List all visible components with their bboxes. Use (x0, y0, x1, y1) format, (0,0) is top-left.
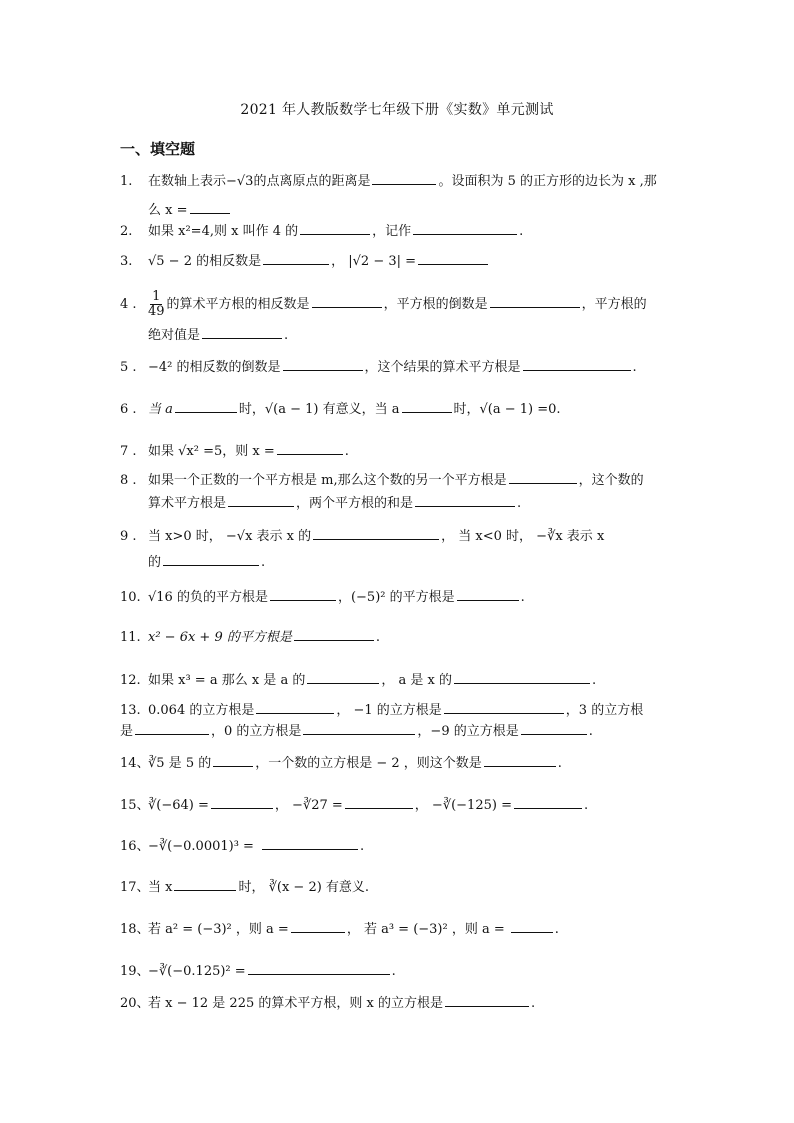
question-number: 10. (120, 590, 141, 605)
answer-blank[interactable] (454, 671, 590, 684)
question-4 (120, 290, 680, 319)
question-text: ，0 的立方根是 (211, 724, 302, 739)
answer-blank[interactable] (303, 722, 415, 735)
question-text: . (530, 996, 536, 1011)
answer-blank[interactable] (248, 962, 390, 975)
answer-blank[interactable] (213, 754, 253, 767)
question-text: . (359, 839, 365, 854)
question-12 (120, 671, 680, 691)
question-text: 如果 √x² =5，则 x = (148, 444, 275, 459)
question-text: ，平方根的 (581, 297, 647, 312)
question-number: 12. (120, 673, 141, 688)
question-text: 绝对值是 (148, 328, 201, 343)
question-text: ，一个数的立方根是 − 2 ，则这个数是 (255, 756, 482, 771)
question-13-cont (120, 722, 680, 742)
question-text: 0.064 的立方根是 (148, 703, 255, 718)
question-text: 若 a² = (−3)² ，则 a = (148, 922, 289, 937)
question-text: ，这个结果的算术平方根是 (364, 360, 521, 375)
question-20 (120, 994, 680, 1014)
answer-blank[interactable] (413, 222, 517, 235)
answer-blank[interactable] (270, 588, 336, 601)
fraction-numerator: 1 (152, 289, 161, 304)
answer-blank[interactable] (402, 400, 452, 413)
question-text: . (554, 922, 559, 937)
question-text: ，3 的立方根 (565, 703, 644, 718)
question-13 (120, 701, 680, 721)
question-number: 17、 (120, 880, 150, 895)
answer-blank[interactable] (415, 494, 515, 507)
question-text: . (557, 756, 562, 771)
question-19 (120, 962, 680, 982)
question-text: 。设面积为 5 的正方形的边长为 x ,那 (438, 174, 657, 189)
answer-blank[interactable] (300, 222, 370, 235)
answer-blank[interactable] (175, 400, 237, 413)
question-5 (120, 358, 680, 378)
question-number: 14、 (120, 756, 150, 771)
answer-blank[interactable] (490, 295, 580, 308)
answer-blank[interactable] (444, 701, 564, 714)
question-text: . (519, 224, 524, 239)
question-number: 3. (120, 254, 133, 269)
question-text: 如果 x²=4,则 x 叫作 4 的 (148, 224, 299, 239)
answer-blank[interactable] (484, 754, 556, 767)
question-text: x² − 6x + 9 的平方根是 (148, 630, 292, 645)
answer-blank[interactable] (174, 878, 236, 891)
question-text: ，平方根的倒数是 (383, 297, 488, 312)
question-text: 如果 x³ = a 那么 x 是 a 的 (148, 673, 306, 688)
question-text: 的算术平方根的相反数是 (166, 297, 310, 312)
question-text: 么 x = (148, 203, 188, 218)
question-text: ， a 是 x 的 (381, 673, 452, 688)
question-text: √5 − 2 的相反数是 (148, 254, 262, 269)
answer-blank[interactable] (307, 671, 379, 684)
question-9-cont (120, 553, 708, 573)
question-11 (120, 628, 680, 648)
question-text: ，(−5)² 的平方根是 (337, 590, 455, 605)
question-text: ， −∛27 = (274, 798, 343, 813)
question-number: 2. (120, 224, 133, 239)
answer-blank[interactable] (509, 471, 577, 484)
question-text: ∛(−64) = (148, 798, 209, 813)
question-text: ， 当 x<0 时， −∛x 表示 x (441, 529, 605, 544)
answer-blank[interactable] (277, 442, 343, 455)
question-text: . (520, 590, 525, 605)
question-text: . (632, 360, 637, 375)
question-text: ∛5 是 5 的 (148, 756, 212, 771)
question-text: 如果一个正数的一个平方根是 m,那么这个数的另一个平方根是 (148, 473, 507, 488)
question-number: 19、 (120, 964, 150, 979)
question-text: √16 的负的平方根是 (148, 590, 268, 605)
answer-blank[interactable] (521, 722, 587, 735)
question-18 (120, 920, 680, 940)
question-text: 的 (148, 555, 162, 570)
question-text: ，记作 (372, 224, 412, 239)
question-text: ， |√2 − 3| = (331, 254, 417, 269)
question-number: 5 . (120, 360, 137, 375)
question-text: . (375, 630, 381, 645)
question-4-cont (120, 326, 708, 346)
question-text: . (261, 555, 266, 570)
answer-blank[interactable] (163, 553, 259, 566)
question-17 (120, 878, 680, 898)
question-text: . (588, 724, 593, 739)
answer-blank[interactable] (445, 994, 529, 1007)
question-text: 时， ∛(x − 2) 有意义. (238, 880, 370, 895)
question-2 (120, 222, 680, 242)
question-number: 1. (120, 174, 133, 189)
answer-blank[interactable] (291, 920, 345, 933)
question-6 (120, 400, 680, 420)
section-heading: 一、填空题 (120, 140, 196, 158)
page-title: 2021 年人教版数学七年级下册《实数》单元测试 (240, 102, 554, 118)
question-8-cont (120, 494, 708, 514)
question-text: 若 x − 12 是 225 的算术平方根，则 x 的立方根是 (148, 996, 443, 1011)
question-number: 13. (120, 703, 141, 718)
question-text: 是 (120, 724, 134, 739)
question-1-cont (120, 201, 708, 221)
answer-blank[interactable] (135, 722, 209, 735)
answer-blank[interactable] (457, 588, 519, 601)
question-9 (120, 527, 680, 547)
answer-blank[interactable] (262, 837, 358, 850)
answer-blank[interactable] (211, 796, 273, 809)
question-1 (120, 172, 680, 192)
question-text: ，−9 的立方根是 (417, 724, 519, 739)
answer-blank[interactable] (228, 494, 294, 507)
question-text: 算术平方根是 (148, 496, 227, 511)
question-text: −∛(−0.125)² = (148, 964, 246, 979)
question-text: ，两个平方根的和是 (296, 496, 414, 511)
question-number: 4 . (120, 297, 137, 312)
answer-blank[interactable] (511, 920, 553, 933)
question-number: 18、 (120, 922, 150, 937)
question-3 (120, 252, 680, 272)
answer-blank[interactable] (523, 358, 631, 371)
answer-blank[interactable] (202, 326, 282, 339)
question-text: 时，√(a − 1) =0. (453, 402, 561, 417)
question-7 (120, 442, 680, 462)
question-14 (120, 754, 680, 774)
question-number: 11. (120, 630, 141, 645)
answer-blank[interactable] (418, 252, 488, 265)
question-15 (120, 796, 680, 816)
question-text: ， −1 的立方根是 (336, 703, 442, 718)
question-text: 当 x (148, 880, 173, 895)
question-text: 当 a (148, 402, 173, 417)
question-text: 在数轴上表示−√3的点离原点的距离是 (148, 174, 371, 189)
answer-blank[interactable] (294, 628, 374, 641)
answer-blank[interactable] (514, 796, 582, 809)
question-number: 9 . (120, 529, 137, 544)
question-number: 15、 (120, 798, 150, 813)
question-text: ，这个数的 (578, 473, 644, 488)
question-text: . (344, 444, 349, 459)
question-text: ， −∛(−125) = (414, 798, 512, 813)
answer-blank[interactable] (313, 527, 439, 540)
question-number: 6 . (120, 402, 137, 417)
question-number: 8 . (120, 473, 137, 488)
answer-blank[interactable] (256, 701, 334, 714)
question-16 (120, 837, 680, 857)
answer-blank[interactable] (263, 252, 329, 265)
question-text: . (517, 496, 522, 511)
question-8 (120, 471, 680, 491)
question-text: 当 x>0 时， −√x 表示 x 的 (148, 529, 312, 544)
question-number: 7 . (120, 444, 137, 459)
answer-blank[interactable] (372, 172, 436, 185)
question-text: . (391, 964, 396, 979)
question-10 (120, 588, 680, 608)
fraction-denominator: 49 (148, 304, 165, 319)
question-text: . (591, 673, 597, 688)
question-number: 16、 (120, 839, 150, 854)
question-text: . (583, 798, 589, 813)
answer-blank[interactable] (283, 358, 363, 371)
answer-blank[interactable] (190, 201, 230, 214)
question-text: 时，√(a − 1) 有意义，当 a (238, 402, 400, 417)
question-text: −∛(−0.0001)³ = (148, 839, 254, 854)
question-text: . (284, 328, 289, 343)
question-number: 20、 (120, 996, 150, 1011)
answer-blank[interactable] (345, 796, 413, 809)
question-text: −4² 的相反数的倒数是 (148, 360, 281, 375)
answer-blank[interactable] (312, 295, 382, 308)
question-text: ， 若 a³ = (−3)² ，则 a = (346, 922, 505, 937)
fraction (148, 290, 165, 319)
